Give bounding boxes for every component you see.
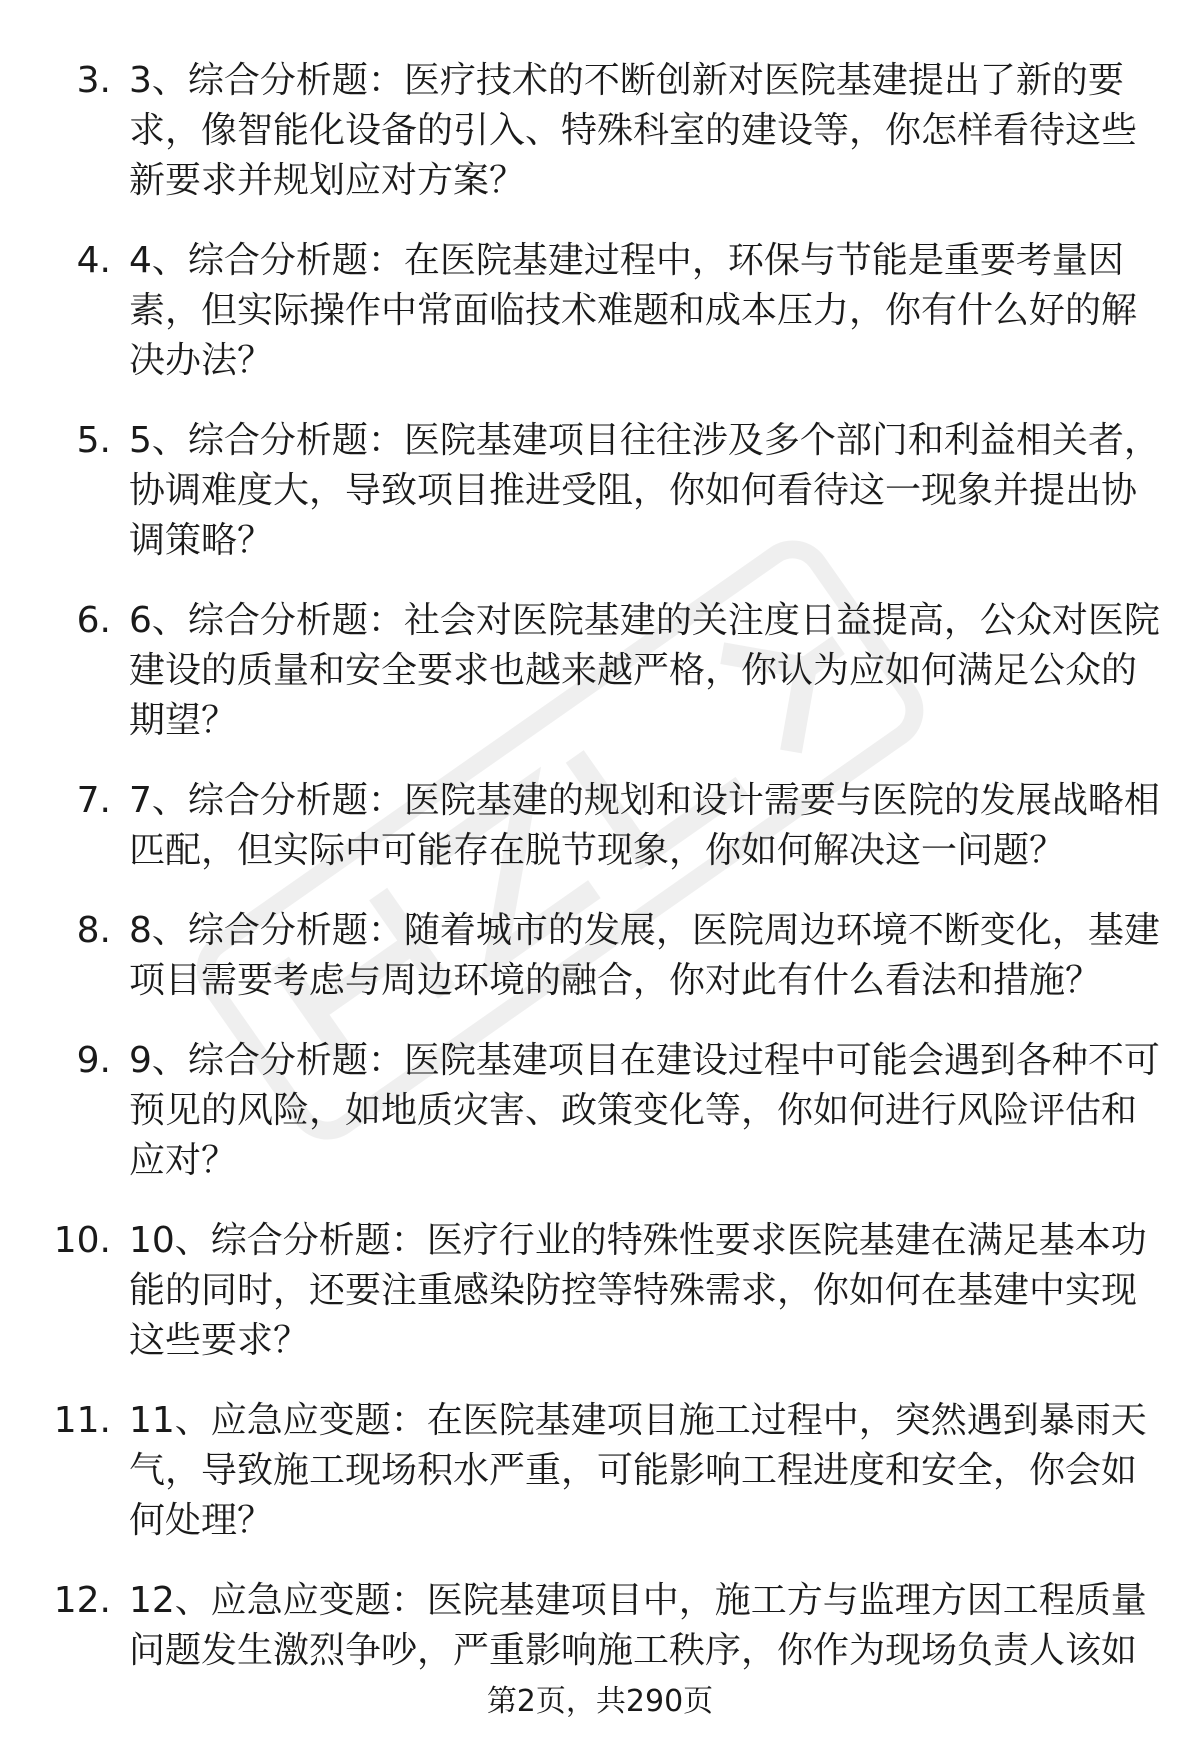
question-item xyxy=(0,236,1200,386)
question-text: 10、综合分析题：医疗行业的特殊性要求医院基建在满足基本功能的同时，还要注重感染防控等特殊需求，你如何在基建中实现这些要求？ xyxy=(129,1220,1147,1361)
question-text: 5、综合分析题：医院基建项目往往涉及多个部门和利益相关者，协调难度大，导致项目推进受阻，你如何看待这一现象并提出协调策略？ xyxy=(129,420,1160,561)
question-text: 4、综合分析题：在医院基建过程中，环保与节能是重要考量因素，但实际操作中常面临技术难题和成本压力，你有什么好的解决办法？ xyxy=(129,240,1138,381)
question-number: 7. xyxy=(76,780,111,821)
question-text: 11、应急应变题：在医院基建项目施工过程中，突然遇到暴雨天气，导致施工现场积水严重，可能影响工程进度和安全，你会如何处理？ xyxy=(129,1400,1147,1541)
question-item xyxy=(0,1576,1200,1676)
question-text: 6、综合分析题：社会对医院基建的关注度日益提高，公众对医院建设的质量和安全要求也越来越严格，你认为应如何满足公众的期望？ xyxy=(129,600,1160,741)
question-list xyxy=(0,56,1200,1706)
question-number: 12. xyxy=(53,1580,111,1621)
question-number: 8. xyxy=(76,910,111,951)
question-text: 12、应急应变题：医院基建项目中，施工方与监理方因工程质量问题发生激烈争吵，严重影响施工秩序，你作为现场负责人该如 xyxy=(129,1580,1147,1671)
question-item xyxy=(0,1036,1200,1186)
question-number: 3. xyxy=(76,60,111,101)
question-text: 3、综合分析题：医疗技术的不断创新对医院基建提出了新的要求，像智能化设备的引入、特殊科室的建设等，你怎样看待这些新要求并规划应对方案？ xyxy=(129,60,1138,201)
question-number: 11. xyxy=(53,1400,111,1441)
question-text: 9、综合分析题：医院基建项目在建设过程中可能会遇到各种不可预见的风险，如地质灾害、政策变化等，你如何进行风险评估和应对？ xyxy=(129,1040,1160,1181)
question-item xyxy=(0,776,1200,876)
question-number: 10. xyxy=(53,1220,111,1261)
question-number: 4. xyxy=(76,240,111,281)
question-item xyxy=(0,1216,1200,1366)
question-item xyxy=(0,56,1200,206)
question-number: 6. xyxy=(76,600,111,641)
question-item xyxy=(0,906,1200,1006)
question-number: 9. xyxy=(76,1040,111,1081)
question-text: 7、综合分析题：医院基建的规划和设计需要与医院的发展战略相匹配，但实际中可能存在脱节现象，你如何解决这一问题？ xyxy=(129,780,1160,871)
question-item xyxy=(0,1396,1200,1546)
question-item xyxy=(0,416,1200,566)
question-number: 5. xyxy=(76,420,111,461)
question-text: 8、综合分析题：随着城市的发展，医院周边环境不断变化，基建项目需要考虑与周边环境的融合，你对此有什么看法和措施？ xyxy=(129,910,1160,1001)
question-item xyxy=(0,596,1200,746)
page-footer: 第2页，共290页 xyxy=(486,1684,714,1719)
